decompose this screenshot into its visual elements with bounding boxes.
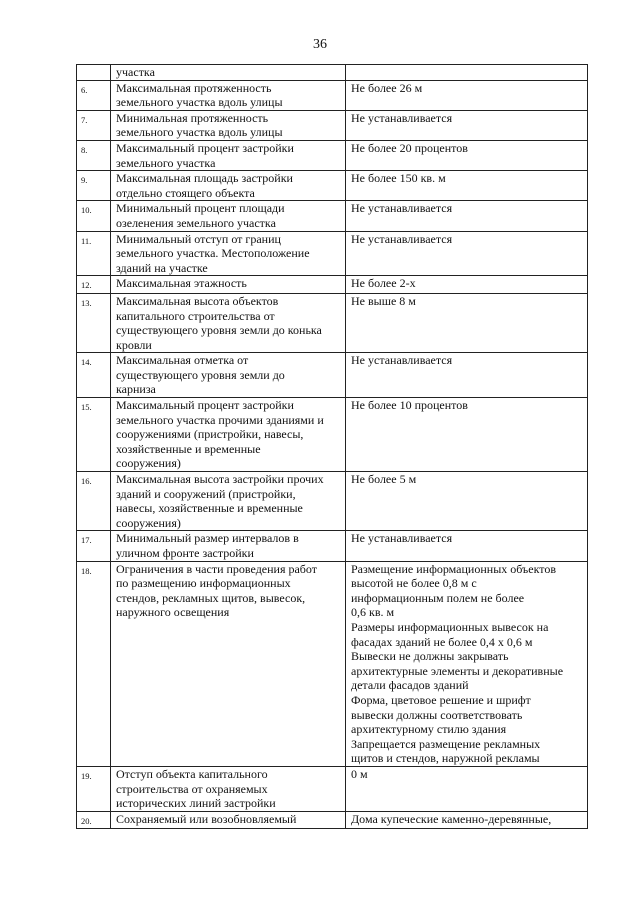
value-cell	[346, 80, 588, 110]
page-number: 36	[313, 37, 327, 52]
parameter-cell	[111, 80, 346, 110]
table-row	[77, 531, 588, 561]
parameter-text-line: зданий на участке	[116, 260, 208, 275]
value-text-line: Не устанавливается	[351, 201, 453, 216]
value-text-line: 0 м	[351, 766, 368, 781]
parameter-cell	[111, 231, 346, 276]
row-number: 13.	[77, 293, 111, 352]
value-text-line: Не более 5 м	[351, 472, 417, 487]
parameter-cell	[111, 293, 346, 352]
value-cell	[346, 766, 588, 811]
parameter-text-line: отдельно стоящего объекта	[116, 185, 255, 200]
regulations-table	[76, 64, 588, 829]
parameter-text-line: стендов, рекламных щитов, вывесок,	[116, 590, 306, 605]
parameter-text-line: исторических линий застройки	[116, 796, 276, 811]
parameter-text-line: земельного участка вдоль улицы	[116, 125, 283, 140]
parameter-text-line: Максимальная площадь застройки	[116, 171, 293, 186]
parameter-text-line: Максимальный процент застройки	[116, 398, 294, 413]
row-number: 14.	[77, 353, 111, 398]
value-text-line: Не более 20 процентов	[351, 140, 468, 155]
value-text-line: архитектурные элементы и декоративные	[351, 663, 564, 678]
value-text-line: Дома купеческие каменно-деревянные,	[351, 811, 552, 826]
parameter-text-line: Максимальная высота объектов	[116, 293, 279, 308]
parameter-text-line: навесы, хозяйственные и временные	[116, 501, 303, 516]
value-cell	[346, 276, 588, 294]
parameter-text-line: сооружениями (пристройки, навесы,	[116, 427, 304, 442]
value-text-line: Не выше 8 м	[351, 293, 416, 308]
value-text-line: Не устанавливается	[351, 110, 453, 125]
value-text-line: вывески должны соответствовать	[351, 707, 523, 722]
table-row	[77, 80, 588, 110]
row-number: 16.	[77, 472, 111, 531]
value-cell	[346, 140, 588, 170]
value-text-line: детали фасадов зданий	[351, 678, 469, 693]
parameter-text-line: Максимальная высота застройки прочих	[116, 472, 324, 487]
value-text-line: 0,6 кв. м	[351, 605, 395, 620]
table-row	[77, 110, 588, 140]
row-number: 6.	[77, 80, 111, 110]
value-cell	[346, 110, 588, 140]
parameter-text-line: по размещению информационных	[116, 576, 291, 591]
value-text-line: Не устанавливается	[351, 353, 453, 368]
parameter-text-line: зданий и сооружений (пристройки,	[116, 486, 296, 501]
row-number: 19.	[77, 766, 111, 811]
parameter-text-line: сооружения)	[116, 515, 181, 530]
parameter-text-line: озеленения земельного участка	[116, 215, 276, 230]
parameter-cell	[111, 766, 346, 811]
parameter-text-line: карниза	[116, 382, 156, 397]
value-cell	[346, 65, 588, 81]
value-cell	[346, 293, 588, 352]
parameter-text-line: Минимальный отступ от границ	[116, 231, 281, 246]
value-cell	[346, 353, 588, 398]
parameter-text-line: земельного участка прочими зданиями и	[116, 412, 324, 427]
value-text-line: архитектурному стилю здания	[351, 722, 507, 737]
value-text-line: Не более 26 м	[351, 80, 423, 95]
value-cell	[346, 171, 588, 201]
row-number: 7.	[77, 110, 111, 140]
table-row	[77, 811, 588, 829]
row-number: 8.	[77, 140, 111, 170]
parameter-text-line: капитального строительства от	[116, 308, 275, 323]
table-row	[77, 472, 588, 531]
row-number	[77, 65, 111, 81]
parameter-cell	[111, 398, 346, 472]
table-row	[77, 398, 588, 472]
parameter-text-line: Ограничения в части проведения работ	[116, 561, 317, 576]
row-number: 10.	[77, 201, 111, 231]
table-row	[77, 140, 588, 170]
parameter-text-line: Минимальная протяженность	[116, 110, 269, 125]
parameter-text-line: наружного освещения	[116, 605, 230, 620]
value-text-line: Не более 150 кв. м	[351, 171, 446, 186]
parameter-text-line: Максимальная протяженность	[116, 80, 272, 95]
value-cell	[346, 398, 588, 472]
row-number: 12.	[77, 276, 111, 294]
regulations-table-body	[77, 65, 588, 829]
row-number: 18.	[77, 561, 111, 766]
parameter-text-line: строительства от охраняемых	[116, 781, 268, 796]
parameter-text-line: участка	[116, 65, 155, 79]
value-text-line: фасадах зданий не более 0,4 х 0,6 м	[351, 634, 533, 649]
row-number: 9.	[77, 171, 111, 201]
parameter-text-line: Минимальный процент площади	[116, 201, 285, 216]
value-cell	[346, 201, 588, 231]
value-cell	[346, 472, 588, 531]
parameter-cell	[111, 171, 346, 201]
value-cell	[346, 231, 588, 276]
value-text-line: Не устанавливается	[351, 231, 453, 246]
value-text-line: высотой не более 0,8 м с	[351, 576, 477, 591]
parameter-cell	[111, 531, 346, 561]
parameter-text-line: существующего уровня земли до конька	[116, 323, 322, 338]
value-cell	[346, 561, 588, 766]
row-number: 15.	[77, 398, 111, 472]
value-text-line: Не более 2-х	[351, 276, 416, 291]
parameter-cell	[111, 811, 346, 829]
parameter-text-line: Сохраняемый или возобновляемый	[116, 811, 297, 826]
value-text-line: Размеры информационных вывесок на	[351, 619, 549, 634]
parameter-text-line: земельного участка	[116, 155, 216, 170]
table-row	[77, 231, 588, 276]
row-number: 20.	[77, 811, 111, 829]
parameter-text-line: Максимальная этажность	[116, 276, 247, 291]
parameter-cell	[111, 276, 346, 294]
parameter-cell	[111, 65, 346, 81]
parameter-cell	[111, 353, 346, 398]
value-text-line: Не более 10 процентов	[351, 398, 468, 413]
parameter-cell	[111, 140, 346, 170]
value-text-line: Размещение информационных объектов	[351, 561, 557, 576]
parameter-text-line: земельного участка вдоль улицы	[116, 95, 283, 110]
parameter-text-line: хозяйственные и временные	[116, 441, 261, 456]
row-number: 11.	[77, 231, 111, 276]
parameter-text-line: существующего уровня земли до	[116, 367, 285, 382]
parameter-cell	[111, 472, 346, 531]
parameter-text-line: сооружения)	[116, 456, 181, 471]
table-row	[77, 65, 588, 81]
value-cell	[346, 531, 588, 561]
parameter-text-line: Максимальный процент застройки	[116, 140, 294, 155]
value-text-line: Не устанавливается	[351, 531, 453, 546]
value-text-line: Вывески не должны закрывать	[351, 649, 509, 664]
parameter-text-line: Максимальная отметка от	[116, 353, 249, 368]
parameter-cell	[111, 201, 346, 231]
table-row	[77, 276, 588, 294]
parameter-cell	[111, 110, 346, 140]
parameter-text-line: Отступ объекта капитального	[116, 766, 268, 781]
value-text-line: Форма, цветовое решение и шрифт	[351, 692, 531, 707]
table-row	[77, 561, 588, 766]
parameter-text-line: земельного участка. Местоположение	[116, 246, 310, 261]
table-row	[77, 171, 588, 201]
table-row	[77, 293, 588, 352]
parameter-text-line: уличном фронте застройки	[116, 546, 254, 560]
table-row	[77, 766, 588, 811]
table-row	[77, 201, 588, 231]
parameter-cell	[111, 561, 346, 766]
parameter-text-line: Минимальный размер интервалов в	[116, 531, 299, 546]
parameter-text-line: кровли	[116, 337, 152, 352]
value-text-line: информационным полем не более	[351, 590, 525, 605]
value-cell	[346, 811, 588, 829]
row-number: 17.	[77, 531, 111, 561]
table-row	[77, 353, 588, 398]
value-text-line: Запрещается размещение рекламных	[351, 736, 541, 751]
value-text-line: щитов и стендов, наружной рекламы	[351, 751, 540, 766]
